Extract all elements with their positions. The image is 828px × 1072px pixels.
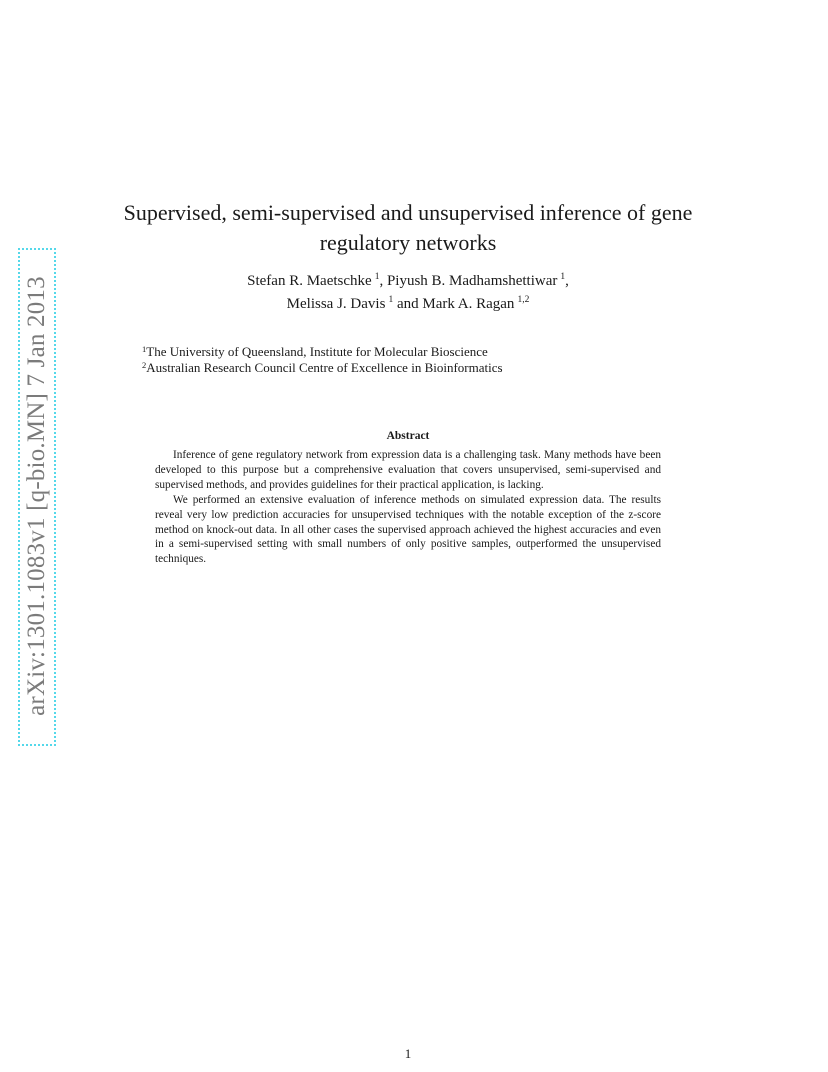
- author-affiliation-mark: 1: [388, 295, 394, 305]
- author-list: [180, 270, 636, 316]
- author-name: Piyush B. Madhamshettiwar: [386, 273, 558, 289]
- affiliation-mark: 1: [142, 344, 147, 354]
- abstract-heading: Abstract: [386, 430, 430, 442]
- affiliation-list: [142, 344, 702, 376]
- author-separator: ,: [565, 273, 569, 289]
- affiliation-mark: 2: [142, 360, 147, 370]
- author-name: Stefan R. Maetschke: [247, 273, 372, 289]
- abstract-paragraph: We performed an extensive evaluation of inference methods on simulated expression data. The results reveal very low prediction accuracies for unsupervised techniques with the notable exception of the z-score method on knock-out data. In all other cases the supervised approach achieved the highest accuracies and even in a semi-supervised setting with small numbers of only positive samples, outperformed the unsupervised techniques.: [155, 493, 661, 566]
- author-affiliation-mark: 1,2: [517, 295, 530, 305]
- affiliation-line: [142, 360, 702, 376]
- arxiv-identifier: arXiv:1301.1083v1 [q-bio.MN] 7 Jan 2013: [23, 276, 50, 716]
- author-separator: ,: [379, 273, 387, 289]
- abstract-paragraph: Inference of gene regulatory network from expression data is a challenging task. Many methods have been developed to this purpose but a comprehensive evaluation that covers unsupervised, semi-supervised and supervised methods, and provides guidelines for their practical application, is lacking.: [155, 449, 661, 491]
- author-name: Melissa J. Davis: [286, 296, 386, 312]
- abstract-body: [155, 448, 661, 567]
- author-name: Mark A. Ragan: [422, 296, 515, 312]
- author-affiliation-mark: 1: [374, 272, 380, 282]
- paper-title: Supervised, semi-supervised and unsupervised inference of gene regulatory networks: [123, 200, 693, 255]
- page-number: 1: [404, 1046, 412, 1061]
- affiliation-line: [142, 344, 702, 360]
- author-separator: and: [393, 296, 423, 312]
- affiliation-text: The University of Queensland, Institute for Molecular Bioscience: [146, 344, 488, 359]
- affiliation-text: Australian Research Council Centre of Excellence in Bioinformatics: [146, 360, 503, 375]
- author-affiliation-mark: 1: [560, 272, 566, 282]
